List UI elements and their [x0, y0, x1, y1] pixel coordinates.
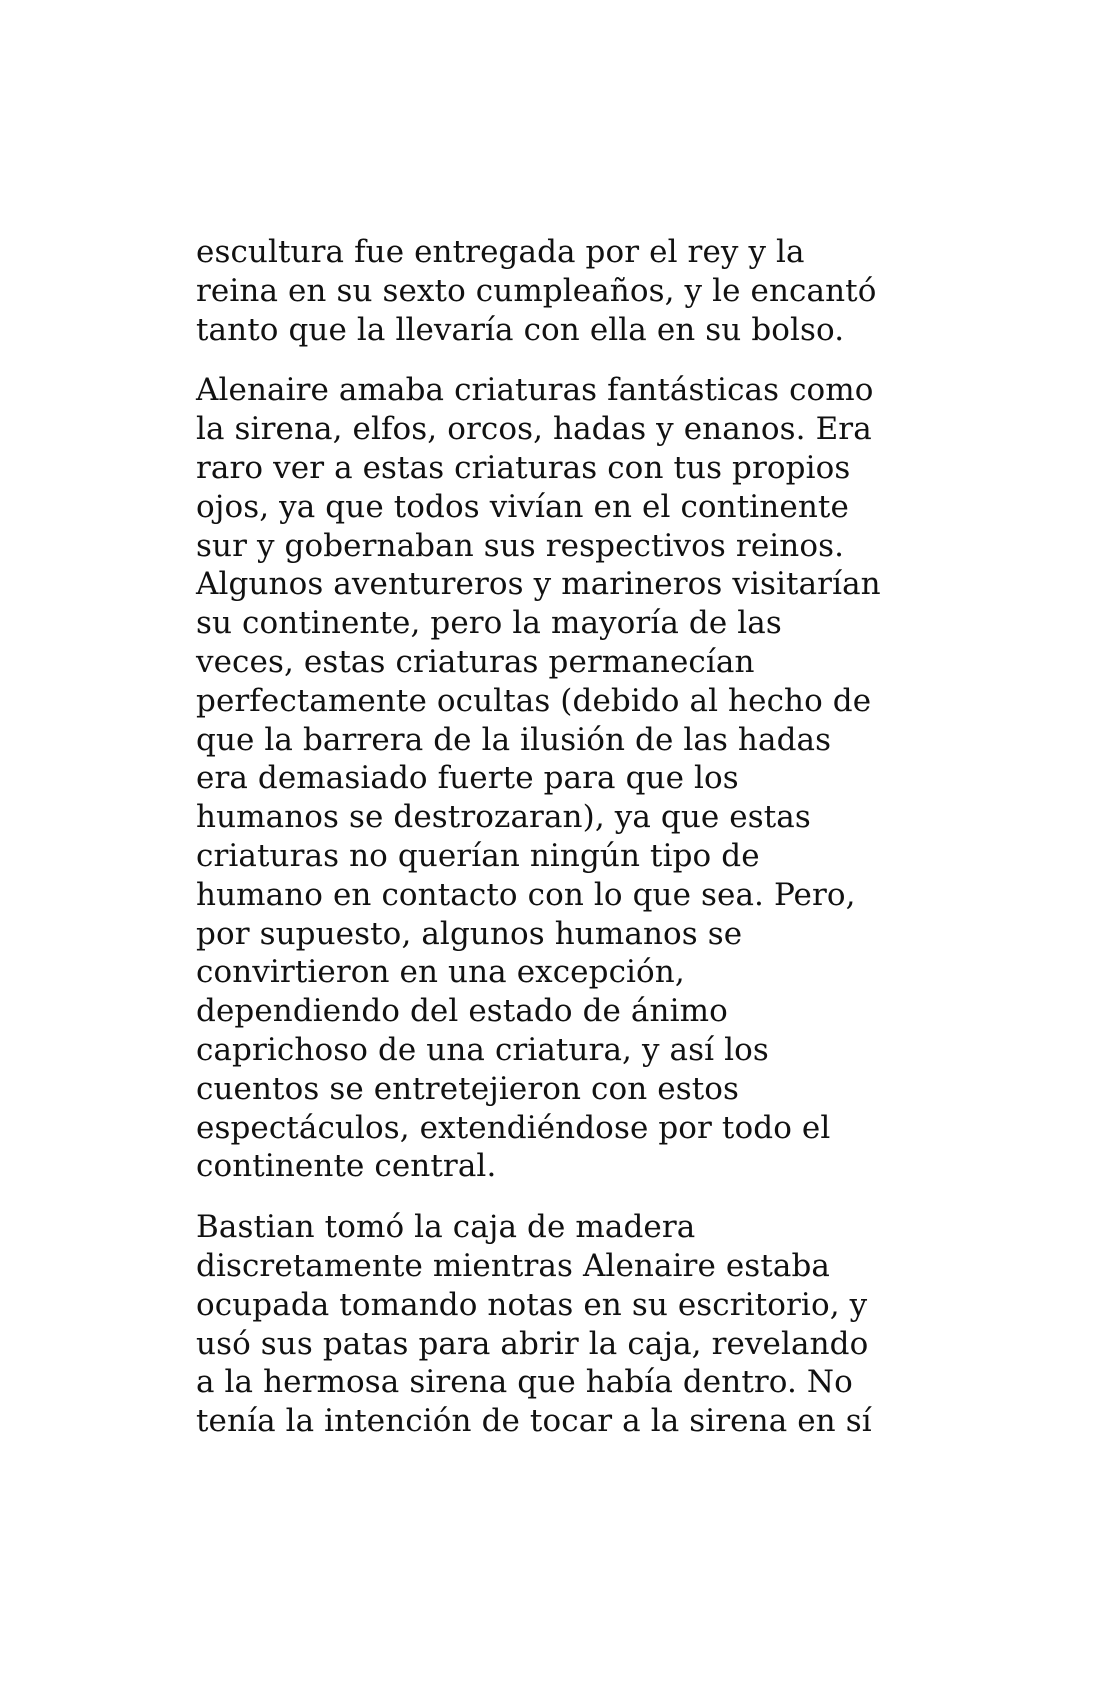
text-line: convirtieron en una excepción, [196, 954, 685, 991]
body-text [196, 233, 916, 1463]
text-line: cuentos se entretejieron con estos [196, 1070, 740, 1107]
text-line: criaturas no querían ningún tipo de [196, 837, 760, 874]
paragraph-3 [196, 1208, 916, 1441]
text-line: Alenaire amaba criaturas fantásticas como [196, 372, 874, 409]
text-line: espectáculos, extendiéndose por todo el [196, 1109, 831, 1146]
text-line: veces, estas criaturas permanecían [196, 643, 755, 680]
text-line: tanto que la llevaría con ella en su bolso. [196, 311, 845, 348]
paragraph-2 [196, 371, 916, 1186]
paragraph-1 [196, 233, 916, 349]
text-line: sur y gobernaban sus respectivos reinos. [196, 527, 845, 564]
text-line: que la barrera de la ilusión de las hadas [196, 721, 832, 758]
text-line: continente central. [196, 1148, 497, 1185]
text-line: dependiendo del estado de ánimo [196, 993, 728, 1030]
text-line: a la hermosa sirena que había dentro. No [196, 1364, 853, 1401]
text-line: caprichoso de una criatura, y así los [196, 1031, 769, 1068]
text-line: discretamente mientras Alenaire estaba [196, 1247, 830, 1284]
text-line: ocupada tomando notas en su escritorio, y [196, 1286, 868, 1323]
text-line: Algunos aventureros y marineros visitarían [196, 566, 881, 603]
text-line: la sirena, elfos, orcos, hadas y enanos. Era [196, 411, 872, 448]
text-line: raro ver a estas criaturas con tus propios [196, 449, 851, 486]
text-line: usó sus patas para abrir la caja, revelando [196, 1325, 869, 1362]
text-line: ojos, ya que todos vivían en el continente [196, 488, 849, 525]
text-line: por supuesto, algunos humanos se [196, 915, 743, 952]
text-line: tenía la intención de tocar a la sirena en sí [196, 1403, 872, 1440]
text-line: Bastian tomó la caja de madera [196, 1209, 696, 1246]
text-line: humano en contacto con lo que sea. Pero, [196, 876, 856, 913]
text-line: escultura fue entregada por el rey y la [196, 234, 805, 270]
text-line: su continente, pero la mayoría de las [196, 605, 782, 642]
text-line: era demasiado fuerte para que los [196, 760, 739, 797]
text-line: humanos se destrozaran), ya que estas [196, 799, 811, 836]
text-line: reina en su sexto cumpleaños, y le encantó [196, 272, 877, 309]
text-line: perfectamente ocultas (debido al hecho de [196, 682, 872, 719]
